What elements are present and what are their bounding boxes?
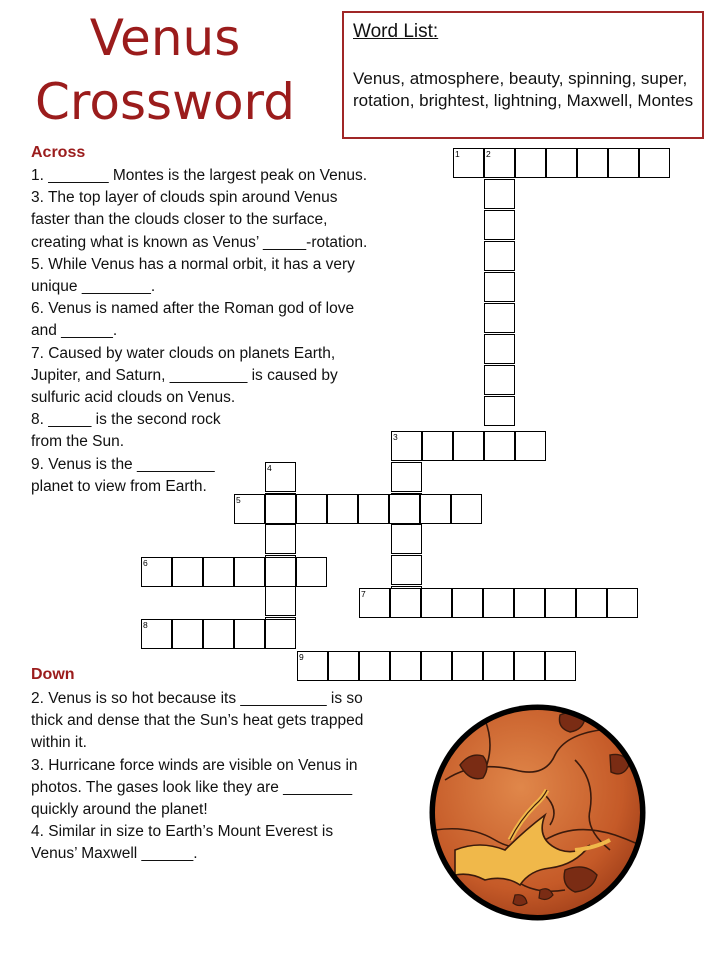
crossword-cell[interactable]	[203, 619, 234, 649]
crossword-cell[interactable]	[265, 557, 296, 587]
crossword-cell[interactable]	[545, 651, 576, 681]
across-clue-5: 5. While Venus has a normal orbit, it has a very unique ________.	[31, 255, 355, 296]
crossword-cell[interactable]	[453, 431, 484, 461]
crossword-cell[interactable]	[172, 619, 203, 649]
crossword-cell[interactable]	[296, 494, 327, 524]
crossword-cell[interactable]	[484, 431, 515, 461]
crossword-cell[interactable]	[484, 272, 515, 302]
across-clue-3: 3. The top layer of clouds spin around Venus faster than the clouds closer to the surface, creating what is known as Venus’ _____-rotation.	[31, 189, 368, 251]
across-clue-6: 6. Venus is named after the Roman god of love and ______.	[31, 300, 355, 340]
venus-planet-illustration	[425, 700, 650, 925]
crossword-cell[interactable]	[391, 555, 422, 585]
crossword-cell[interactable]	[422, 431, 453, 461]
title-line-1: Venus	[89, 9, 241, 67]
crossword-cell[interactable]	[545, 588, 576, 618]
crossword-cell[interactable]	[484, 396, 515, 426]
crossword-cell[interactable]	[265, 494, 296, 524]
crossword-cell[interactable]	[452, 651, 483, 681]
down-clues	[31, 688, 376, 866]
crossword-cell[interactable]	[515, 148, 546, 178]
cell-number: 7	[361, 589, 366, 599]
crossword-cell[interactable]	[328, 651, 359, 681]
across-heading: Across	[31, 144, 86, 161]
cell-number: 8	[143, 620, 148, 630]
crossword-cell[interactable]	[639, 148, 670, 178]
across-clues	[31, 165, 371, 498]
across-clue-8: 8. _____ is the second rock from the Sun.	[31, 411, 221, 451]
title-line-2: Crossword	[35, 73, 295, 131]
crossword-cell[interactable]	[483, 588, 514, 618]
cell-number: 1	[455, 149, 460, 159]
crossword-cell[interactable]	[514, 588, 545, 618]
crossword-cell[interactable]	[234, 619, 265, 649]
crossword-cell[interactable]	[484, 334, 515, 364]
cell-number: 6	[143, 558, 148, 568]
crossword-cell[interactable]	[514, 651, 545, 681]
cell-number: 5	[236, 495, 241, 505]
crossword-cell[interactable]	[483, 651, 514, 681]
crossword-cell[interactable]	[327, 494, 358, 524]
across-clue-9: 9. Venus is the _________ planet to view from Earth.	[31, 455, 215, 495]
crossword-cell[interactable]	[577, 148, 608, 178]
across-clue-1: 1. _______ Montes is the largest peak on Venus.	[31, 167, 368, 184]
cell-number: 3	[393, 432, 398, 442]
crossword-cell[interactable]	[391, 524, 422, 554]
crossword-cell[interactable]	[576, 588, 607, 618]
word-list-heading: Word List:	[353, 21, 439, 42]
word-list-box	[342, 11, 704, 139]
crossword-cell[interactable]	[234, 557, 265, 587]
crossword-cell[interactable]	[390, 651, 421, 681]
crossword-cell[interactable]	[265, 619, 296, 649]
word-list-words: Venus, atmosphere, beauty, spinning, super, rotation, brightest, lightning, Maxwell, Montes	[353, 69, 694, 110]
crossword-cell[interactable]	[296, 557, 327, 587]
crossword-cell[interactable]	[265, 586, 296, 616]
crossword-cell[interactable]	[420, 494, 451, 524]
crossword-cell[interactable]	[515, 431, 546, 461]
down-clue-2: 2. Venus is so hot because its __________ is so thick and dense that the Sun’s heat gets trapped within it.	[31, 690, 364, 752]
across-clue-7: 7. Caused by water clouds on planets Earth, Jupiter, and Saturn, _________ is caused by sulfuric acid clouds on Venus.	[31, 344, 338, 407]
crossword-cell[interactable]	[484, 303, 515, 333]
crossword-cell[interactable]	[359, 651, 390, 681]
down-clue-3: 3. Hurricane force winds are visible on Venus in photos. The gases look like they are ________ quickly around the planet!	[31, 756, 358, 819]
crossword-cell[interactable]	[203, 557, 234, 587]
crossword-cell[interactable]	[451, 494, 482, 524]
crossword-cell[interactable]	[390, 588, 421, 618]
crossword-cell[interactable]	[608, 148, 639, 178]
crossword-cell[interactable]	[484, 365, 515, 395]
crossword-cell[interactable]	[265, 524, 296, 554]
crossword-cell[interactable]	[172, 557, 203, 587]
down-heading: Down	[31, 666, 75, 683]
crossword-cell[interactable]	[452, 588, 483, 618]
crossword-cell[interactable]	[358, 494, 389, 524]
crossword-cell[interactable]	[391, 462, 422, 492]
crossword-cell[interactable]	[484, 179, 515, 209]
crossword-cell[interactable]	[389, 494, 420, 524]
cell-number: 9	[299, 652, 304, 662]
cell-number: 2	[486, 149, 491, 159]
crossword-cell[interactable]	[546, 148, 577, 178]
down-clue-4: 4. Similar in size to Earth’s Mount Everest is Venus’ Maxwell ______.	[31, 823, 334, 863]
crossword-cell[interactable]	[484, 210, 515, 240]
cell-number: 4	[267, 463, 272, 473]
crossword-cell[interactable]	[421, 588, 452, 618]
crossword-cell[interactable]	[607, 588, 638, 618]
crossword-cell[interactable]	[421, 651, 452, 681]
crossword-cell[interactable]	[484, 241, 515, 271]
